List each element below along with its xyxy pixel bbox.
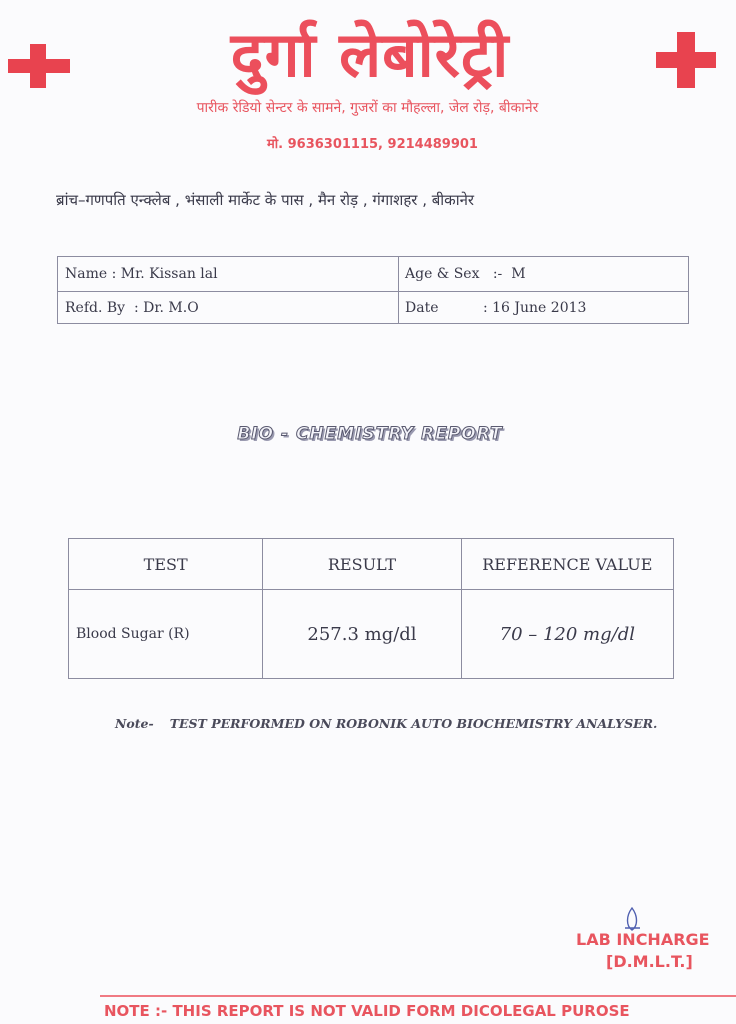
table-header-row bbox=[69, 539, 674, 590]
referred-by: Refd. By : Dr. M.O bbox=[65, 300, 199, 316]
header-test: TEST bbox=[69, 539, 263, 590]
lab-address: पारीक रेडियो सेन्टर के सामने, गुजरों का मौहल्ला, जेल रोड़, बीकानेर bbox=[196, 100, 539, 116]
table-row bbox=[69, 590, 674, 679]
header-result: RESULT bbox=[263, 539, 461, 590]
lab-name: दुर्गा लेबोरेट्री bbox=[230, 18, 510, 91]
note-label: Note- bbox=[115, 716, 154, 731]
patient-age-sex: Age & Sex :- M bbox=[405, 266, 526, 282]
patient-info-box bbox=[57, 256, 689, 324]
report-date: Date : 16 June 2013 bbox=[405, 300, 587, 316]
report-title: BIO - CHEMISTRY REPORT bbox=[237, 424, 503, 444]
lab-phone: मो. 9636301115, 9214489901 bbox=[267, 137, 478, 152]
signatory-title: LAB INCHARGE bbox=[576, 930, 710, 949]
reference-value: 70 – 120 mg/dl bbox=[461, 590, 673, 679]
result-value: 257.3 mg/dl bbox=[263, 590, 461, 679]
footer-note: NOTE :- THIS REPORT IS NOT VALID FORM DICOLEGAL PUROSE bbox=[104, 1002, 630, 1020]
patient-row bbox=[58, 291, 688, 325]
analyser-note bbox=[115, 716, 675, 731]
footer-divider bbox=[100, 995, 736, 997]
test-name: Blood Sugar (R) bbox=[69, 590, 263, 679]
patient-name: Name : Mr. Kissan lal bbox=[65, 266, 218, 282]
red-cross-icon bbox=[656, 32, 716, 88]
signatory-degree: [D.M.L.T.] bbox=[606, 952, 693, 971]
note-text: TEST PERFORMED ON ROBONIK AUTO BIOCHEMISTRY ANALYSER. bbox=[169, 716, 658, 731]
results-table bbox=[68, 538, 674, 679]
column-divider bbox=[398, 257, 399, 323]
branch-address: ब्रांच–गणपति एन्क्लेब , भंसाली मार्केट के पास , मैन रोड़ , गंगाशहर , बीकानेर bbox=[56, 191, 475, 209]
red-cross-icon bbox=[8, 44, 70, 88]
patient-row bbox=[58, 257, 688, 292]
header-reference: REFERENCE VALUE bbox=[461, 539, 673, 590]
lab-incharge-block bbox=[576, 929, 736, 973]
